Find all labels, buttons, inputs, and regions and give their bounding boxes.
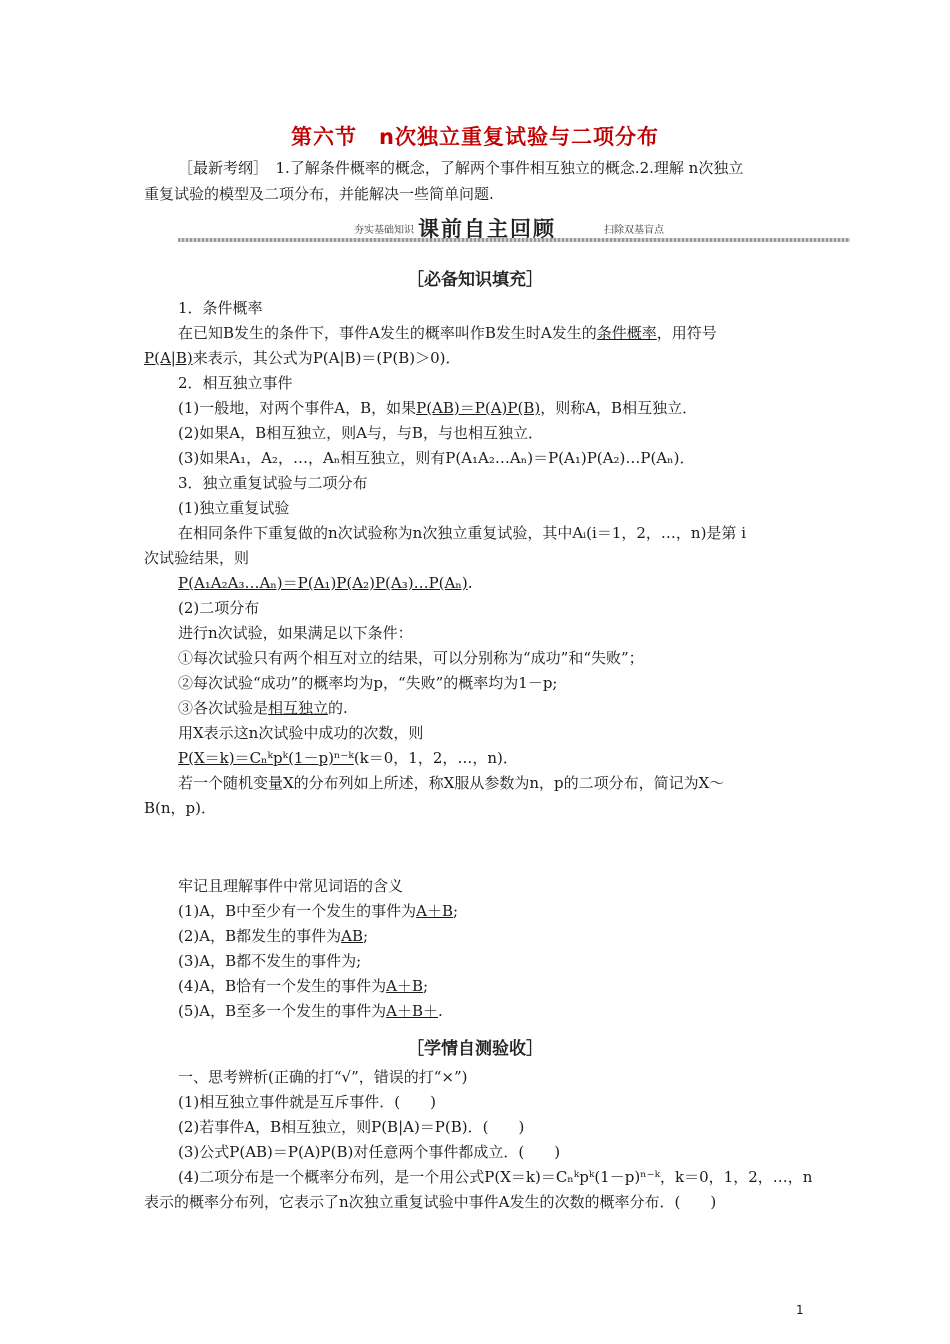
page-title: 第六节 n次独立重复试验与二项分布 (291, 125, 659, 149)
list-item: (1)一般地，对两个事件A，B，如果P(AB)＝P(A)P(B)，则称A，B相互独立． (178, 399, 698, 417)
list-item: 在相同条件下重复做的n次试验称为n次独立重复试验，其中Aᵢ(i＝1，2，…，n)是第 i (178, 524, 746, 542)
answer-blank: A＋B＋ (386, 1002, 438, 1020)
banner-main-label: 课前自主回顾 (418, 217, 556, 241)
list-item: 次试验结果，则 (144, 549, 250, 567)
note-item: (3)A，B都不发生的事件为; (178, 952, 362, 970)
list-item: B(n，p)． (144, 799, 216, 817)
list-item: 3．独立重复试验与二项分布 (178, 474, 368, 492)
list-item: (2)二项分布 (178, 599, 260, 617)
list-item: ③各次试验是相互独立的. (178, 699, 348, 717)
list-item: ②每次试验“成功”的概率均为p，“失败”的概率均为1－p; (178, 674, 558, 692)
note-item: (2)A，B都发生的事件为AB; (178, 927, 369, 945)
exercise-line: (3)公式P(AB)＝P(A)P(B)对任意两个事件都成立．( ) (178, 1143, 561, 1161)
list-item: 若一个随机变量X的分布列如上所述，称X服从参数为n，p的二项分布，简记为X～ (178, 774, 725, 792)
exercise-line: (2)若事件A，B相互独立，则P(B|A)＝P(B)．( ) (178, 1118, 525, 1136)
banner-left-label: 夯实基础知识 (354, 225, 414, 236)
list-item: (3)如果A₁，A₂，…，Aₙ相互独立，则有P(A₁A₂…Aₙ)＝P(A₁)P(A₂)…P(Aₙ)． (178, 449, 695, 467)
list-item: P(X＝k)＝Cₙᵏpᵏ(1－p)ⁿ⁻ᵏ(k＝0，1，2，…，n)． (178, 749, 518, 767)
answer-blank: 相互独立 (268, 699, 329, 717)
answer-blank: A＋B (386, 977, 423, 995)
section-heading: ［必备知识填充］ (407, 270, 543, 290)
answer-blank: 条件概率 (596, 324, 657, 342)
answer-blank: P(AB)＝P(A)P(B) (416, 399, 541, 417)
list-item: 1．条件概率 (178, 299, 263, 317)
list-item: 在已知B发生的条件下，事件A发生的概率叫作B发生时A发生的条件概率，用符号 (178, 324, 717, 342)
list-item: P(A|B)来表示，其公式为P(A|B)＝(P(B)＞0)． (144, 349, 461, 367)
note-item: (4)A，B恰有一个发生的事件为A＋B; (178, 977, 429, 995)
note-item: (1)A，B中至少有一个发生的事件为A＋B; (178, 902, 459, 920)
intro-line: 重复试验的模型及二项分布，并能解决一些简单问题. (144, 185, 494, 203)
note-item: (5)A，B至多一个发生的事件为A＋B＋. (178, 1002, 443, 1020)
intro-line: ［最新考纲］ 1.了解条件概率的概念，了解两个事件相互独立的概念.2.理解 n次独立 (178, 159, 744, 177)
list-item: P(A₁A₂A₃…Aₙ)＝P(A₁)P(A₂)P(A₃)…P(Aₙ). (178, 574, 473, 592)
page-number: 1 (796, 1303, 804, 1317)
exercise-line: 一、思考辨析(正确的打“√”，错误的打“×”) (178, 1068, 468, 1086)
answer-blank: P(A₁A₂A₃…Aₙ)＝P(A₁)P(A₂)P(A₃)…P(Aₙ) (178, 574, 468, 592)
banner-right-label: 扫除双基盲点 (604, 225, 664, 236)
list-item: 用X表示这n次试验中成功的次数，则 (178, 724, 424, 742)
answer-blank: AB (341, 927, 363, 945)
note-heading: 牢记且理解事件中常见词语的含义 (178, 877, 404, 895)
answer-blank: P(X＝k)＝Cₙᵏpᵏ(1－p)ⁿ⁻ᵏ (178, 749, 354, 767)
exercise-line: (1)相互独立事件就是互斥事件．( ) (178, 1093, 436, 1111)
exercise-line: (4)二项分布是一个概率分布列，是一个用公式P(X＝k)＝Cₙᵏpᵏ(1－p)ⁿ⁻ᵏ，k＝0，1，2，…，n (178, 1168, 813, 1186)
list-item: (1)独立重复试验 (178, 499, 290, 517)
section-banner (178, 213, 850, 247)
list-item: 进行n次试验，如果满足以下条件： (178, 624, 413, 642)
list-item: (2)如果A，B相互独立，则A与，与B，与也相互独立． (178, 424, 543, 442)
list-item: ①每次试验只有两个相互对立的结果，可以分别称为“成功”和“失败”； (178, 649, 644, 667)
answer-blank: A＋B (416, 902, 453, 920)
list-item: 2．相互独立事件 (178, 374, 293, 392)
exercise-line: 表示的概率分布列，它表示了n次独立重复试验中事件A发生的次数的概率分布．( ) (144, 1193, 717, 1211)
answer-blank: P(A|B) (144, 349, 193, 367)
section-heading: ［学情自测验收］ (407, 1039, 543, 1059)
